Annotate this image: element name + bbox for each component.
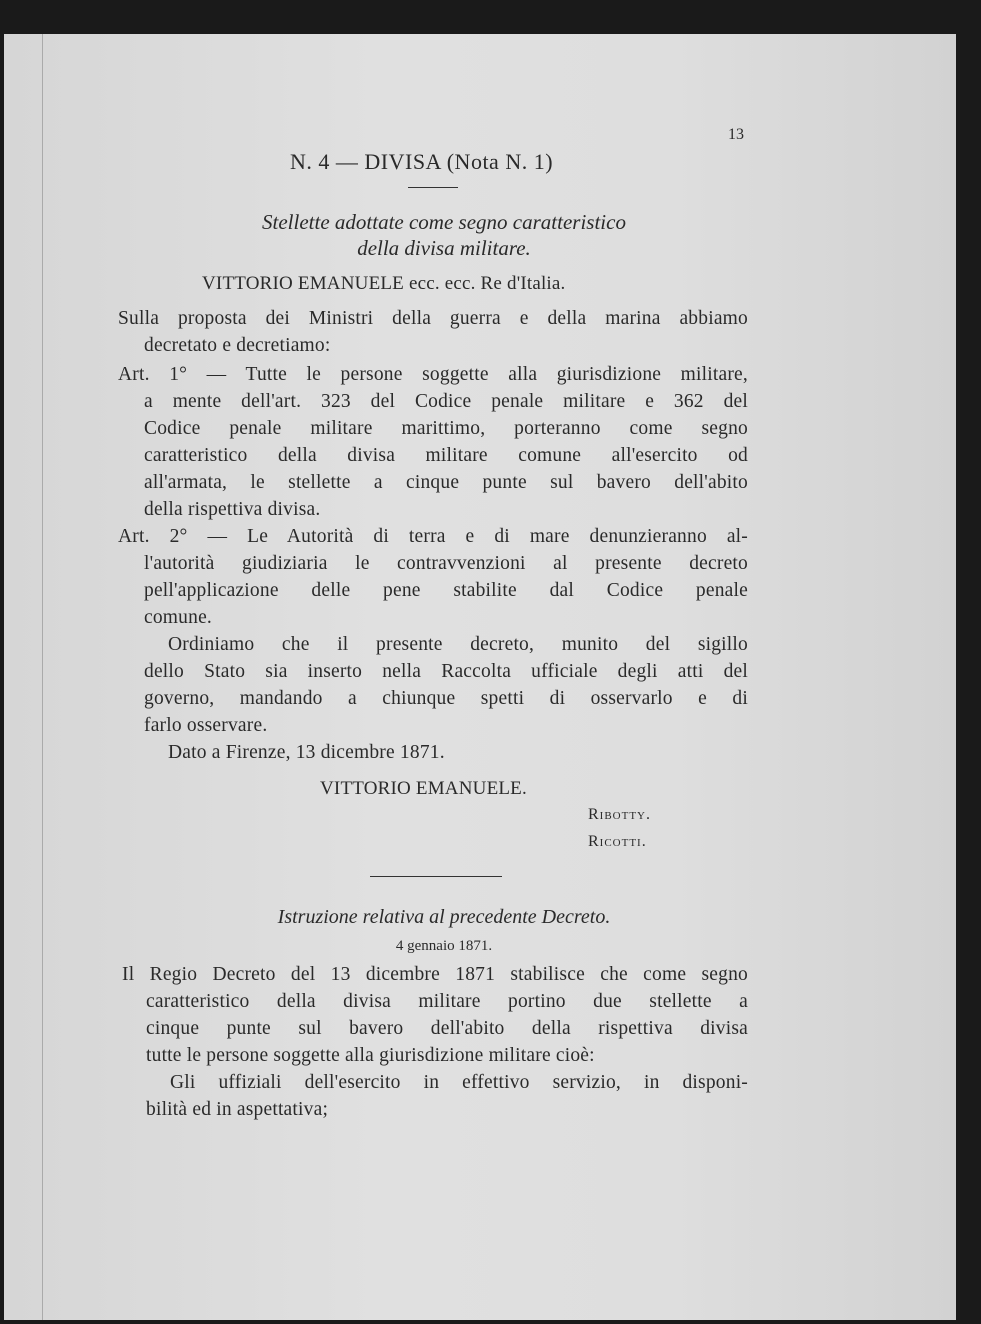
countersigner-ribotty: Ribotty. [588, 806, 651, 823]
decree-line: all'armata, le stellette a cinque punte sul bavero dell'abito [144, 472, 748, 493]
decree-line: governo, mandando a chiunque spetti di osservarlo e di [144, 688, 748, 709]
decree-line: a mente dell'art. 323 del Codice penale militare e 362 del [144, 391, 748, 412]
decree-line: pell'applicazione delle pene stabilite dal Codice penale [144, 580, 748, 601]
section-date: 4 gennaio 1871. [395, 938, 493, 954]
section-title: Istruzione relativa al precedente Decreto. [277, 906, 611, 928]
subtitle-line-1: Stellette adottate come segno caratteristico [262, 210, 626, 234]
decree-line: della rispettiva divisa. [144, 499, 321, 520]
instruction-line: Gli uffiziali dell'esercito in effettivo servizio, in disponi- [170, 1072, 748, 1093]
decree-line: decretato e decretiamo: [144, 335, 331, 356]
instruction-line: Il Regio Decreto del 13 dicembre 1871 stabilisce che come segno [122, 964, 748, 985]
document-heading: N. 4 — DIVISA (Nota N. 1) [290, 149, 554, 174]
decree-line: Codice penale militare marittimo, porteranno come segno [144, 418, 748, 439]
subtitle-line-2: della divisa militare. [357, 236, 531, 260]
decree-line: farlo osservare. [144, 715, 268, 736]
sovereign-line: VITTORIO EMANUELE ecc. ecc. Re d'Italia. [202, 273, 566, 294]
countersigner-ricotti: Ricotti. [588, 833, 647, 850]
decree-line: Art. 1° — Tutte le persone soggette alla giurisdizione militare, [118, 364, 748, 385]
instruction-line: caratteristico della divisa militare portino due stellette a [146, 991, 748, 1012]
decree-line: comune. [144, 607, 213, 628]
decree-line: Ordiniamo che il presente decreto, munito del sigillo [168, 634, 748, 655]
instruction-line: bilità ed in aspettativa; [146, 1099, 329, 1120]
binding-edge [42, 34, 43, 1320]
section-divider [370, 876, 502, 877]
decree-date-line: Dato a Firenze, 13 dicembre 1871. [168, 742, 445, 763]
decree-line: caratteristico della divisa militare comune all'esercito od [144, 445, 748, 466]
instruction-line: cinque punte sul bavero dell'abito della rispettiva divisa [146, 1018, 748, 1039]
decree-line: l'autorità giudiziaria le contravvenzioni al presente decreto [144, 553, 748, 574]
decree-line: dello Stato sia inserto nella Raccolta ufficiale degli atti del [144, 661, 748, 682]
heading-divider [408, 187, 458, 188]
page-number: 13 [728, 126, 744, 143]
instruction-line: tutte le persone soggette alla giurisdizione militare cioè: [146, 1045, 595, 1066]
decree-line: Sulla proposta dei Ministri della guerra e della marina abbiamo [118, 308, 748, 329]
decree-line: Art. 2° — Le Autorità di terra e di mare denunzieranno al- [118, 526, 748, 547]
document-page [4, 34, 956, 1320]
signature: VITTORIO EMANUELE. [320, 778, 527, 799]
